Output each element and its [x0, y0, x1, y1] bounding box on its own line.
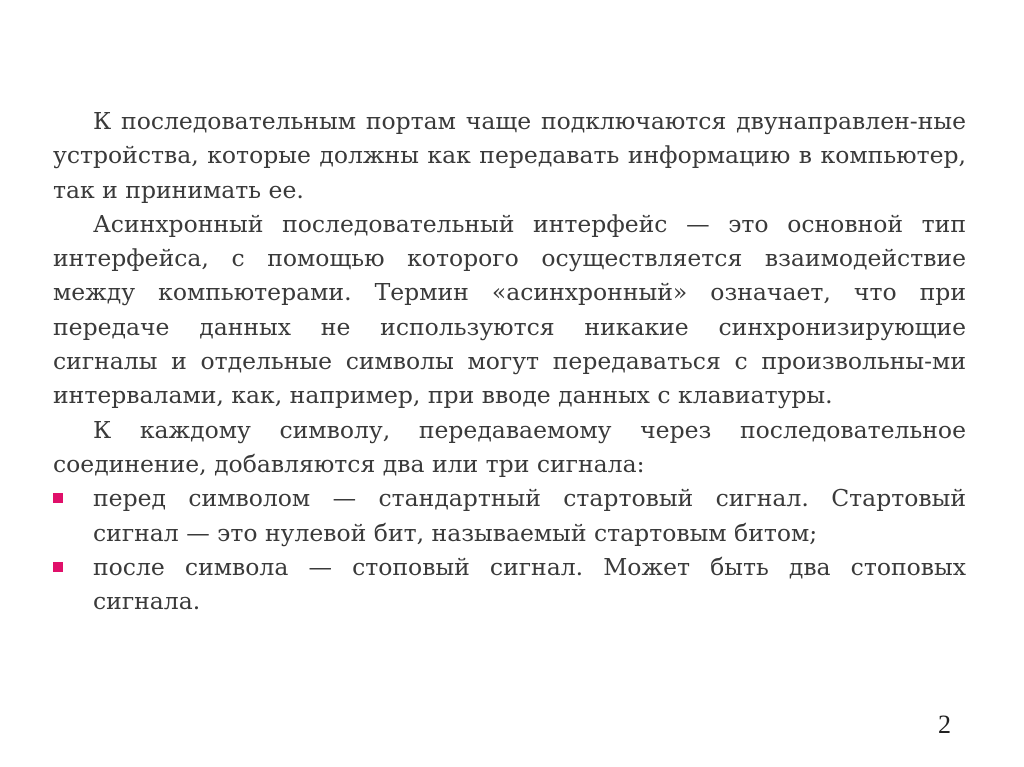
list-item	[53, 550, 966, 619]
bullet-square-icon	[53, 562, 63, 572]
paragraph-signals-intro: К каждому символу, передаваемому через последовательное соединение, добавляются два или три сигнала:	[53, 415, 966, 478]
page-number: 2	[938, 710, 951, 739]
list-item	[53, 481, 966, 550]
paragraph-serial-ports: К последовательным портам чаще подключаются двунаправлен-ные устройства, которые должны как передавать информацию в компьютер, так и принимать ее.	[53, 107, 966, 204]
paragraph-async-interface: Асинхронный последовательный интерфейс — это основной тип интерфейса, с помощью которого осуществляется взаимодействие между компьютерами. Термин «асинхронный» означает, что при передаче данных не используются никакие синхронизирующие сигналы и отдельные символы могут передаваться с произвольны-ми интервалами, как, например, при вводе данных с клавиатуры.	[53, 209, 966, 410]
signal-list	[53, 481, 966, 618]
bullet-square-icon	[53, 493, 63, 503]
bullet-text: после символа — стоповый сигнал. Может быть два стоповых сигнала.	[93, 552, 966, 616]
text-block	[53, 104, 966, 618]
bullet-text: перед символом — стандартный стартовый сигнал. Стартовый сигнал — это нулевой бит, называемый стартовым битом;	[93, 484, 966, 547]
